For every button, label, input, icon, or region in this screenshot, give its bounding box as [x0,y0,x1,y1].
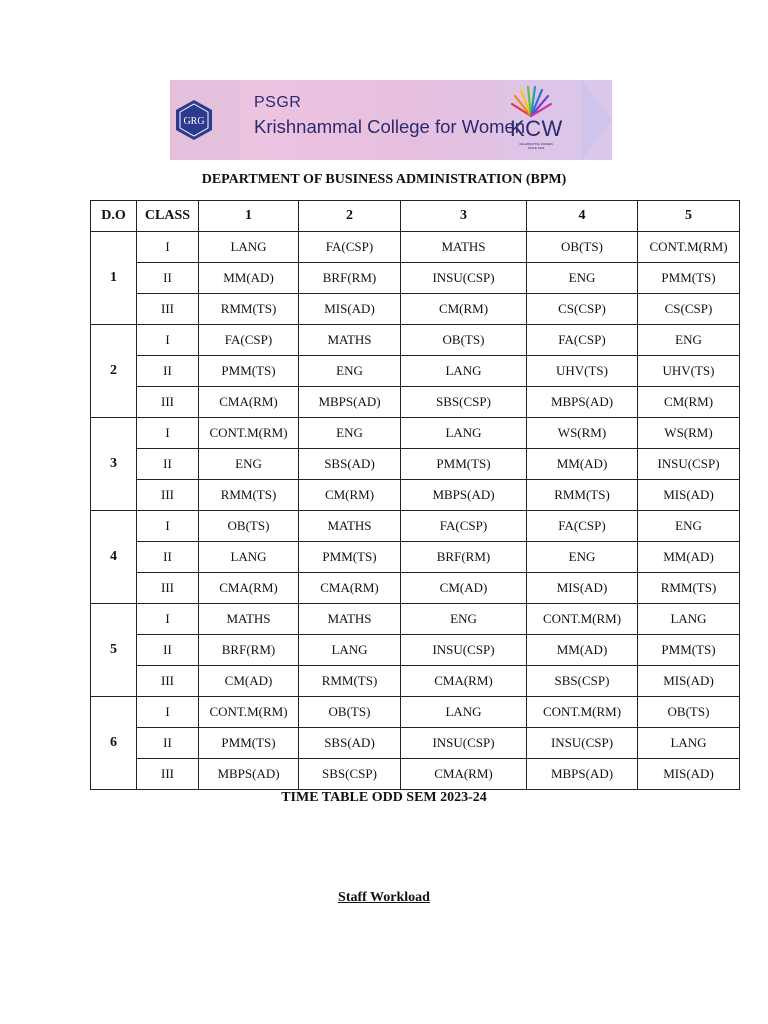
college-banner [170,80,612,160]
period-cell: RMM(TS) [199,480,299,511]
period-cell: CONT.M(RM) [527,697,638,728]
table-row [91,232,740,263]
table-row [91,759,740,790]
period-cell: SBS(CSP) [527,666,638,697]
period-cell: CM(AD) [199,666,299,697]
period-cell: CONT.M(RM) [638,232,740,263]
period-cell: PMM(TS) [199,728,299,759]
period-cell: LANG [638,728,740,759]
period-cell: RMM(TS) [199,294,299,325]
period-cell: MIS(AD) [299,294,401,325]
staff-workload-heading: Staff Workload [338,890,430,905]
column-header: 2 [299,201,401,232]
class-cell: I [137,604,199,635]
column-header: 4 [527,201,638,232]
period-cell: ENG [401,604,527,635]
period-cell: FA(CSP) [401,511,527,542]
class-cell: I [137,418,199,449]
period-cell: LANG [401,356,527,387]
period-cell: MIS(AD) [638,666,740,697]
period-cell: LANG [638,604,740,635]
period-cell: CMA(RM) [199,573,299,604]
class-cell: III [137,294,199,325]
period-cell: MATHS [299,511,401,542]
period-cell: MBPS(AD) [527,759,638,790]
class-cell: II [137,728,199,759]
period-cell: BRF(RM) [401,542,527,573]
period-cell: OB(TS) [527,232,638,263]
table-row [91,418,740,449]
banner-psgr: PSGR [254,94,302,111]
period-cell: PMM(TS) [401,449,527,480]
grg-logo-icon [175,99,213,141]
period-cell: UHV(TS) [527,356,638,387]
class-cell: III [137,387,199,418]
column-header: D.O [91,201,137,232]
grg-logo-text: GRG [183,116,205,127]
class-cell: I [137,697,199,728]
period-cell: MM(AD) [527,635,638,666]
period-cell: FA(CSP) [527,511,638,542]
day-order-cell: 2 [91,325,137,418]
period-cell: MBPS(AD) [199,759,299,790]
class-cell: II [137,263,199,294]
table-row [91,728,740,759]
kcw-tagline: CELEBRATING WOMEN SINCE 1963 [519,142,553,150]
period-cell: LANG [199,232,299,263]
kcw-logo-text: KCW [510,116,563,141]
period-cell: CM(RM) [638,387,740,418]
period-cell: CMA(RM) [401,666,527,697]
class-cell: III [137,759,199,790]
period-cell: MM(AD) [199,263,299,294]
period-cell: LANG [199,542,299,573]
period-cell: MM(AD) [527,449,638,480]
period-cell: LANG [401,697,527,728]
period-cell: CONT.M(RM) [527,604,638,635]
period-cell: INSU(CSP) [638,449,740,480]
day-order-cell: 1 [91,232,137,325]
class-cell: II [137,542,199,573]
day-order-cell: 3 [91,418,137,511]
table-row [91,573,740,604]
class-cell: I [137,325,199,356]
class-cell: III [137,573,199,604]
period-cell: MM(AD) [638,542,740,573]
period-cell: WS(RM) [638,418,740,449]
period-cell: SBS(AD) [299,449,401,480]
day-order-cell: 6 [91,697,137,790]
table-row [91,604,740,635]
class-cell: I [137,232,199,263]
period-cell: OB(TS) [199,511,299,542]
period-cell: CM(RM) [299,480,401,511]
class-cell: III [137,666,199,697]
class-cell: II [137,356,199,387]
period-cell: OB(TS) [638,697,740,728]
table-row [91,666,740,697]
period-cell: ENG [527,542,638,573]
table-row [91,294,740,325]
period-cell: INSU(CSP) [401,263,527,294]
period-cell: INSU(CSP) [401,728,527,759]
period-cell: RMM(TS) [527,480,638,511]
period-cell: MBPS(AD) [299,387,401,418]
class-cell: I [137,511,199,542]
period-cell: MATHS [299,325,401,356]
period-cell: LANG [299,635,401,666]
banner-right-arrow [582,80,612,160]
column-header: 5 [638,201,740,232]
period-cell: MIS(AD) [638,480,740,511]
period-cell: CS(CSP) [527,294,638,325]
period-cell: CMA(RM) [401,759,527,790]
column-header: 1 [199,201,299,232]
period-cell: PMM(TS) [638,263,740,294]
period-cell: BRF(RM) [299,263,401,294]
period-cell: MATHS [199,604,299,635]
period-cell: PMM(TS) [299,542,401,573]
period-cell: ENG [638,325,740,356]
table-row [91,511,740,542]
period-cell: CONT.M(RM) [199,697,299,728]
period-cell: LANG [401,418,527,449]
class-cell: III [137,480,199,511]
kcw-rays-icon [506,86,556,118]
period-cell: CONT.M(RM) [199,418,299,449]
period-cell: RMM(TS) [638,573,740,604]
period-cell: INSU(CSP) [401,635,527,666]
period-cell: ENG [527,263,638,294]
period-cell: OB(TS) [401,325,527,356]
table-row [91,542,740,573]
period-cell: ENG [199,449,299,480]
class-cell: II [137,635,199,666]
period-cell: FA(CSP) [199,325,299,356]
period-cell: PMM(TS) [638,635,740,666]
period-cell: ENG [299,418,401,449]
timetable [90,200,740,790]
day-order-cell: 5 [91,604,137,697]
period-cell: FA(CSP) [299,232,401,263]
period-cell: FA(CSP) [527,325,638,356]
table-row [91,697,740,728]
column-header: 3 [401,201,527,232]
period-cell: CMA(RM) [199,387,299,418]
department-title: DEPARTMENT OF BUSINESS ADMINISTRATION (BPM) [201,172,567,187]
period-cell: INSU(CSP) [527,728,638,759]
period-cell: ENG [299,356,401,387]
period-cell: MATHS [401,232,527,263]
period-cell: RMM(TS) [299,666,401,697]
timetable-body [91,232,740,790]
timetable-footer-title: TIME TABLE ODD SEM 2023-24 [281,790,487,805]
period-cell: SBS(AD) [299,728,401,759]
period-cell: WS(RM) [527,418,638,449]
period-cell: MIS(AD) [527,573,638,604]
period-cell: CS(CSP) [638,294,740,325]
class-cell: II [137,449,199,480]
period-cell: MIS(AD) [638,759,740,790]
table-row [91,480,740,511]
column-header: CLASS [137,201,199,232]
period-cell: BRF(RM) [199,635,299,666]
table-row [91,325,740,356]
period-cell: MBPS(AD) [527,387,638,418]
period-cell: PMM(TS) [199,356,299,387]
table-row [91,356,740,387]
period-cell: CM(RM) [401,294,527,325]
period-cell: UHV(TS) [638,356,740,387]
day-order-cell: 4 [91,511,137,604]
period-cell: SBS(CSP) [299,759,401,790]
table-row [91,449,740,480]
period-cell: CM(AD) [401,573,527,604]
period-cell: MBPS(AD) [401,480,527,511]
period-cell: SBS(CSP) [401,387,527,418]
period-cell: OB(TS) [299,697,401,728]
timetable-header-row [91,201,740,232]
table-row [91,387,740,418]
banner-college-name: Krishnammal College for Women [254,116,526,137]
table-row [91,263,740,294]
period-cell: ENG [638,511,740,542]
period-cell: CMA(RM) [299,573,401,604]
table-row [91,635,740,666]
period-cell: MATHS [299,604,401,635]
